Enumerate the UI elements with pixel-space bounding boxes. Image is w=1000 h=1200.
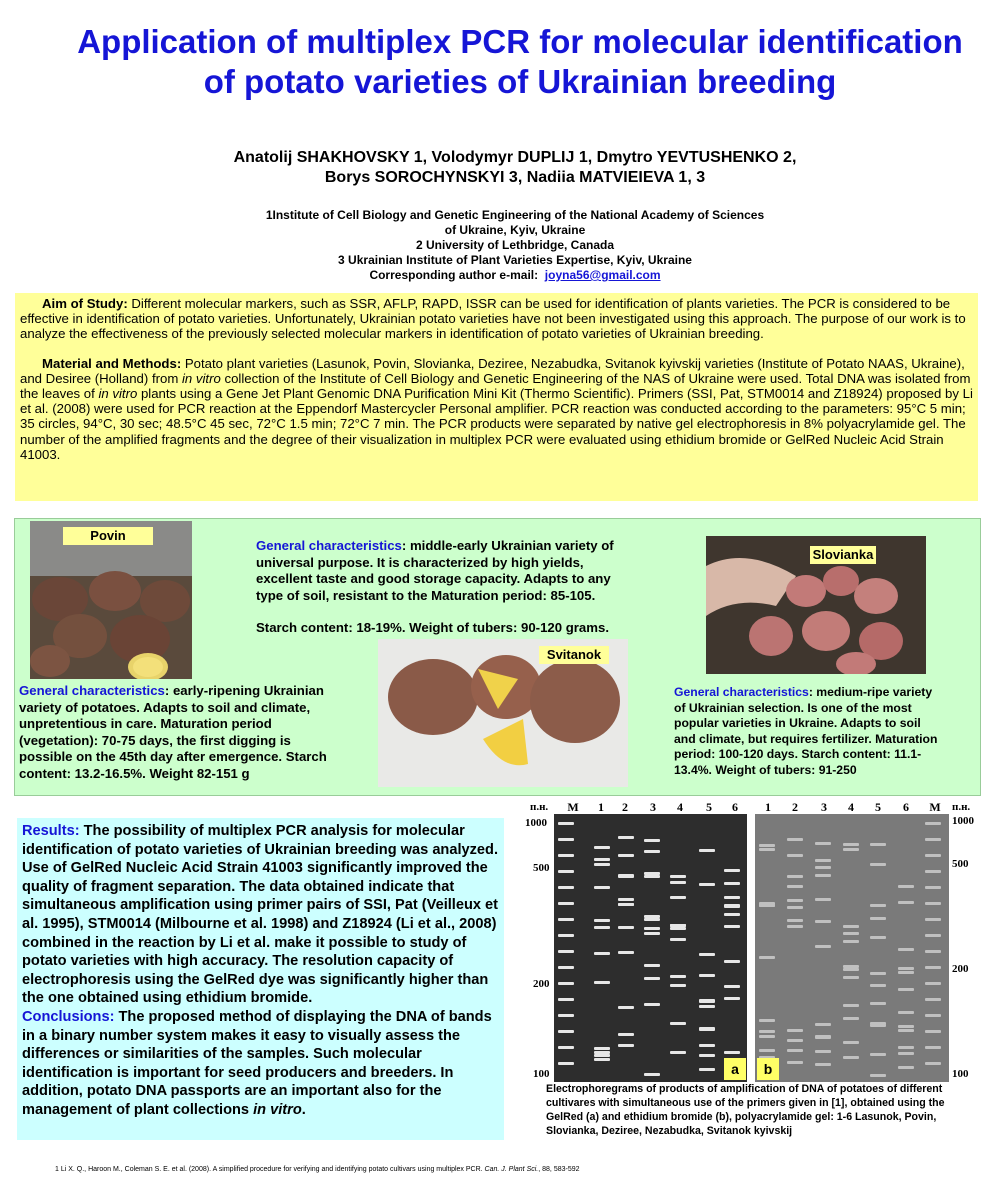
gel-band <box>724 1051 740 1054</box>
gel-band <box>644 932 660 935</box>
gel-band <box>759 1035 775 1038</box>
affiliations <box>0 208 1000 283</box>
methods-italic-1: in vitro <box>181 370 221 386</box>
gel-band <box>594 846 610 849</box>
gel-band <box>815 898 831 901</box>
gel-band <box>870 984 886 987</box>
gel-band <box>618 898 634 901</box>
title-line-1: Application of multiplex PCR for molecular identification <box>77 23 963 60</box>
gel-band <box>870 1002 886 1005</box>
authors <box>0 148 1000 188</box>
gel-band <box>843 932 859 935</box>
gel-band <box>724 985 740 988</box>
gel-band <box>558 918 574 921</box>
gel-band <box>787 854 803 857</box>
gel-band <box>558 870 574 873</box>
corresponding-label: Corresponding author e-mail: <box>369 268 539 282</box>
gel-band <box>925 934 941 937</box>
gel-band <box>759 1049 775 1052</box>
gel-band <box>898 1066 914 1069</box>
gel-band <box>644 1073 660 1076</box>
gel-band <box>699 849 715 852</box>
marker-a-200: 200 <box>533 978 550 990</box>
slovianka-line-2: of Ukrainian selection. Is one of the most <box>674 700 912 715</box>
methods-heading: Material and Methods: <box>42 355 182 371</box>
gel-band <box>870 1074 886 1077</box>
gel-band <box>843 965 859 968</box>
gel-band <box>787 899 803 902</box>
gel-band <box>618 836 634 839</box>
gel-band <box>870 1024 886 1027</box>
reference <box>55 1165 985 1175</box>
lane-label-b-1: 1 <box>765 800 771 814</box>
gel-band <box>787 925 803 928</box>
gel-band <box>925 1046 941 1049</box>
methods-text-1: Potato plant varieties (Lasunok, Povin, Slovianka, Deziree, Nezabudka, Svitanok kyivskij varieties (Institute of Potato NAAS, Ukraine), and Desiree (Holland) from <box>20 355 965 386</box>
gel-band <box>558 838 574 841</box>
gel-band <box>870 904 886 907</box>
gel-band <box>843 976 859 979</box>
gel-band <box>787 1039 803 1042</box>
lasunok-characteristics <box>19 683 359 783</box>
affiliation-1-cont: of Ukraine, Kyiv, Ukraine <box>444 223 586 237</box>
lane-label-b-2: 2 <box>792 800 798 814</box>
lane-label-a-2: 1 <box>598 800 604 814</box>
gel-band <box>699 953 715 956</box>
gel-band <box>815 874 831 877</box>
gel-band <box>699 974 715 977</box>
gel-band <box>815 866 831 869</box>
gel-band <box>644 918 660 921</box>
gel-band <box>815 859 831 862</box>
slovianka-line-5: period: 100-120 days. Starch content: 11.1- <box>674 747 922 762</box>
gel-band <box>558 1062 574 1065</box>
varieties-panel <box>14 518 981 796</box>
gel-band <box>925 870 941 873</box>
slovianka-line-4: and climate, but requires fertilizer. Maturation <box>674 731 938 746</box>
gel-band <box>898 948 914 951</box>
gel-band <box>898 1029 914 1032</box>
lasunok-gc-label: General characteristics <box>19 683 165 698</box>
gel-band <box>558 822 574 825</box>
gel-band <box>594 1051 610 1054</box>
gel-band <box>670 927 686 930</box>
marker-b-500: 500 <box>952 858 969 870</box>
slovianka-tag: Slovianka <box>810 546 876 564</box>
gel-image-b <box>755 814 949 1082</box>
gel-band <box>925 902 941 905</box>
gel-band <box>699 1054 715 1057</box>
gel-band <box>724 997 740 1000</box>
poster-title <box>40 22 1000 102</box>
aim-methods-box <box>15 293 978 501</box>
gel-band <box>699 883 715 886</box>
gel-band <box>670 881 686 884</box>
methods-paragraph <box>20 356 973 462</box>
gel-band <box>815 920 831 923</box>
gel-band <box>925 998 941 1001</box>
gel-band <box>644 964 660 967</box>
gel-caption: Electrophoregrams of products of amplification of DNA of potatoes of different cultivares with simultaneous use of the primers given in [1], obtained using the GelRed (a) and ethidium bromide (b), polyacrylamide gel: 1-6 Lasunok, Povin, Slovianka, Deziree, Nezabudka, Svitanok kyivskij <box>546 1083 945 1137</box>
gel-band <box>699 1044 715 1047</box>
gel-band <box>558 1014 574 1017</box>
gel-band <box>787 919 803 922</box>
gel-band <box>618 926 634 929</box>
gel-band <box>699 1028 715 1031</box>
gel-band <box>594 886 610 889</box>
lasunok-line-5: possible on the 45th day after emergence. Starch <box>19 749 327 765</box>
lasunok-line-3: unpretentious in care. Maturation period <box>19 716 272 732</box>
gel-band <box>594 1054 610 1057</box>
gel-band <box>644 927 660 930</box>
gel-band <box>558 966 574 969</box>
gel-band <box>558 934 574 937</box>
gel-band <box>870 843 886 846</box>
gel-band <box>724 925 740 928</box>
corresponding-author <box>0 268 1000 283</box>
gel-band <box>699 1000 715 1003</box>
gel-band <box>759 956 775 959</box>
lane-label-b-4: 4 <box>848 800 854 814</box>
gel-band <box>815 1036 831 1039</box>
marker-a-100: 100 <box>533 1068 550 1080</box>
gel-band <box>558 1030 574 1033</box>
email-link[interactable]: joyna56@gmail.com <box>544 268 661 282</box>
gel-band <box>724 905 740 908</box>
gel-band <box>724 913 740 916</box>
gel-band <box>670 1022 686 1025</box>
gel-band <box>898 988 914 991</box>
gel-band <box>594 926 610 929</box>
gel-band <box>843 940 859 943</box>
gel-band <box>815 1063 831 1066</box>
gel-band <box>787 1029 803 1032</box>
slovianka-line-6: 13.4%. Weight of tubers: 91-250 <box>674 762 857 777</box>
povin-line-3: excellent taste and good storage capacity. Adapts to any <box>256 571 611 587</box>
gel-band <box>670 975 686 978</box>
gel-band <box>843 1041 859 1044</box>
lane-label-a-4: 3 <box>650 800 656 814</box>
gel-band <box>618 1044 634 1047</box>
gel-band <box>815 1023 831 1026</box>
povin-line-1: : middle-early Ukrainian variety of <box>401 538 614 553</box>
gel-band <box>898 971 914 974</box>
gel-band <box>558 982 574 985</box>
marker-b-1000: 1000 <box>952 815 974 827</box>
gel-band <box>759 1030 775 1033</box>
gel-band <box>925 822 941 825</box>
gel-band <box>618 854 634 857</box>
reference-end: , 88, 583-592 <box>538 1166 580 1173</box>
lane-label-a-7: 6 <box>732 800 738 814</box>
povin-line-2: universal purpose. It is characterized by high yields, <box>256 554 584 570</box>
marker-a-500: 500 <box>533 862 550 874</box>
lane-label-a-6: 5 <box>706 800 712 814</box>
gel-band <box>594 981 610 984</box>
gel-panel-b-label: b <box>757 1058 779 1080</box>
gel-band <box>759 848 775 851</box>
lasunok-line-2: variety of potatoes. Adapts to soil and climate, <box>19 699 311 715</box>
gel-unit-label-b: п.н. <box>952 801 971 813</box>
gel-band <box>843 1004 859 1007</box>
gel-band <box>724 960 740 963</box>
gel-band <box>843 968 859 971</box>
gel-band <box>594 919 610 922</box>
gel-band <box>644 977 660 980</box>
gel-band <box>925 854 941 857</box>
affiliation-2: 2 University of Lethbridge, Canada <box>415 238 615 252</box>
gel-band <box>724 869 740 872</box>
methods-text-2: collection of the Institute of Cell Biology and Genetic Engineering of the NAS of Ukraine were used. Total DNA was isolated from the leaves of <box>20 370 971 402</box>
gel-band <box>870 917 886 920</box>
gel-band <box>843 925 859 928</box>
gel-band <box>925 886 941 889</box>
lasunok-line-6: content: 13.2-16.5%. Weight 82-151 g <box>19 765 250 781</box>
povin-characteristics <box>256 538 656 637</box>
gel-band <box>670 938 686 941</box>
slovianka-line-3: popular varieties in Ukraine. Adapts to soil <box>674 716 921 731</box>
gel-band <box>843 848 859 851</box>
gel-band <box>787 838 803 841</box>
lane-label-a-5: 4 <box>677 800 683 814</box>
authors-line-2: Borys SOROCHYNSKYI 3, Nadiia MATVIEIEVA 1, 3 <box>324 169 706 186</box>
povin-gc-label: General characteristics <box>256 538 402 553</box>
gel-band <box>925 1014 941 1017</box>
gel-band <box>787 1049 803 1052</box>
lane-label-a-1: M <box>567 800 579 814</box>
povin-tag: Povin <box>63 527 153 545</box>
gel-band <box>925 1062 941 1065</box>
slovianka-line-1: : medium-ripe variety <box>808 685 933 699</box>
gel-band <box>925 838 941 841</box>
gel-band <box>787 1061 803 1064</box>
gel-band <box>618 875 634 878</box>
authors-line-1: Anatolij SHAKHOVSKY 1, Volodymyr DUPLIJ 1, Dmytro YEVTUSHENKO 2, <box>233 149 797 166</box>
gel-band <box>594 1047 610 1050</box>
affiliation-1: 1Institute of Cell Biology and Genetic Engineering of the National Academy of Sciences <box>265 208 765 222</box>
gel-band <box>898 885 914 888</box>
results-heading: Results: <box>22 823 80 839</box>
gel-band <box>558 998 574 1001</box>
conclusions-italic: in vitro <box>253 1101 302 1118</box>
gel-band <box>925 982 941 985</box>
gel-band <box>618 1033 634 1036</box>
results-text: The possibility of multiplex PCR analysis for molecular identification of potato varieties of Ukrainian breeding was analyzed. Use of GelRed Nucleic Acid Strain 41003 significantly improved the quality of fragment separation. The data obtained indicate that simultaneous amplification using primer pairs of SSI, Pat (Veilleux et al. 1995), STM0014 (Milbourne et al. 1998) and Z18924 (Li et al., 2008) combined in the reaction by Li et al. make it possible to study of potato varieties with high accuracy. The resolution capacity of electrophoresis using the GelRed dye was significantly higher than the one obtained using ethidium bromide. <box>22 823 499 1007</box>
gel-band <box>870 863 886 866</box>
gel-band <box>898 1046 914 1049</box>
gel-band <box>870 972 886 975</box>
gel-band <box>843 1017 859 1020</box>
gel-band <box>759 904 775 907</box>
marker-b-200: 200 <box>952 963 969 975</box>
results-paragraph <box>22 822 499 1008</box>
gel-band <box>618 951 634 954</box>
gel-band <box>618 1006 634 1009</box>
aim-heading: Aim of Study: <box>42 296 128 311</box>
methods-italic-2: in vitro <box>98 386 138 402</box>
povin-line-5: Starch content: 18-19%. Weight of tubers: 90-120 grams. <box>256 620 609 636</box>
gel-band <box>843 843 859 846</box>
title-line-2: of potato varieties of Ukrainian breeding <box>203 63 837 100</box>
gel-band <box>898 1052 914 1055</box>
gel-band <box>787 875 803 878</box>
gel-band <box>925 950 941 953</box>
gel-band <box>594 863 610 866</box>
gel-band <box>898 967 914 970</box>
gel-band <box>898 1025 914 1028</box>
gel-band <box>558 950 574 953</box>
conclusions-paragraph <box>22 1008 499 1120</box>
gel-band <box>644 875 660 878</box>
lane-label-b-3: 3 <box>821 800 827 814</box>
methods-text-3: plants using a Gene Jet Plant Genomic DNA Purification Mini Kit (Thermo Scientific). Primers (SSI, Pat, STM0014 and Z18924) proposed by Li et al. (2008) were used for PCR reaction at the Eppendorf Mastercycler Personal amplifier. PCR reaction was conducted according to the parameters: 95°C 5 min; 35 circles, 94°C, 30 sec; 48.5°C 45 sec, 72°C 1.5 min; 72°C 7 min. The PCR products were separated by native gel electrophoresis in 8% polyacrylamide gel. The number of the amplified fragments and the degree of their visualization in multiplex PCR were evaluated using ethidium bromide or GelRed Nucleic Acid Strain 41003. <box>20 386 973 462</box>
slovianka-gc-label: General characteristics <box>674 685 809 699</box>
gel-image-a <box>554 814 747 1082</box>
gel-band <box>898 901 914 904</box>
marker-b-100: 100 <box>952 1068 969 1080</box>
gel-band <box>815 842 831 845</box>
gel-unit-label-a: п.н. <box>530 801 549 813</box>
povin-line-4: type of soil, resistant to the Maturation period: 85-105. <box>256 587 596 603</box>
results-conclusions-box <box>17 818 504 1140</box>
svitanok-tag: Svitanok <box>539 646 609 664</box>
gel-band <box>670 896 686 899</box>
gel-band <box>870 936 886 939</box>
gel-band <box>644 872 660 875</box>
slovianka-characteristics <box>674 685 974 779</box>
lasunok-line-4: (vegetation): 70-75 days, the first digging is <box>19 732 291 748</box>
reference-journal: Can. J. Plant Sci. <box>484 1166 539 1173</box>
gel-band <box>815 1050 831 1053</box>
gel-band <box>558 886 574 889</box>
lane-label-a-3: 2 <box>622 800 628 814</box>
gel-band <box>670 984 686 987</box>
gel-band <box>843 1056 859 1059</box>
gel-band <box>898 1011 914 1014</box>
lane-label-b-7: M <box>929 800 941 814</box>
lasunok-line-1: : early-ripening Ukrainian <box>164 683 324 698</box>
gel-band <box>558 854 574 857</box>
gel-panel-a-label: a <box>724 1058 746 1080</box>
gel-band <box>670 1051 686 1054</box>
lane-label-b-5: 5 <box>875 800 881 814</box>
marker-a-1000: 1000 <box>525 817 547 829</box>
gel-band <box>699 1068 715 1071</box>
lane-label-b-6: 6 <box>903 800 909 814</box>
aim-paragraph <box>20 296 973 342</box>
gel-band <box>644 1003 660 1006</box>
gel-band <box>670 875 686 878</box>
gel-band <box>644 850 660 853</box>
gel-band <box>594 858 610 861</box>
aim-text: Different molecular markers, such as SSR, AFLP, RAPD, ISSR can be used for identification of plants varieties. The PCR is considered to be effective in identification of potato varieties. Unfortunately, Ukrainian potato varieties have not been investigated using this approach. The purpose of our work is to analyze the effectiveness of the previously selected molecular markers in identification of potato varieties of Ukrainian breeding. <box>20 296 966 342</box>
gel-band <box>759 844 775 847</box>
gel-band <box>870 1053 886 1056</box>
gel-band <box>787 885 803 888</box>
gel-band <box>670 924 686 927</box>
gel-band <box>925 1030 941 1033</box>
gel-band <box>787 906 803 909</box>
affiliation-3: 3 Ukrainian Institute of Plant Varieties Expertise, Kyiv, Ukraine <box>338 253 692 267</box>
gel-band <box>558 902 574 905</box>
gel-band <box>594 952 610 955</box>
conclusions-heading: Conclusions: <box>22 1008 115 1025</box>
gel-band <box>594 1058 610 1061</box>
reference-text: 1 Li X. Q., Haroon M., Coleman S. E. et al. (2008). A simplified procedure for verifying and identifying potato cultivars using multiplex PCR. <box>55 1166 485 1173</box>
gel-band <box>759 1019 775 1022</box>
gel-band <box>558 1046 574 1049</box>
gel-band <box>925 918 941 921</box>
gel-band <box>815 945 831 948</box>
gel-band <box>618 903 634 906</box>
gel-band <box>925 966 941 969</box>
gel-band <box>724 896 740 899</box>
conclusions-text: The proposed method of displaying the DNA of bands in a binary number system makes it easy to visually assess the differences or similarities of the samples. Such molecular identification is important for seed producers and breeders. In addition, potato DNA passports are an important also for the management of plant collections <box>22 1008 492 1118</box>
gel-band <box>644 839 660 842</box>
gel-band <box>699 1005 715 1008</box>
conclusions-end: . <box>301 1101 306 1118</box>
gel-band <box>724 882 740 885</box>
